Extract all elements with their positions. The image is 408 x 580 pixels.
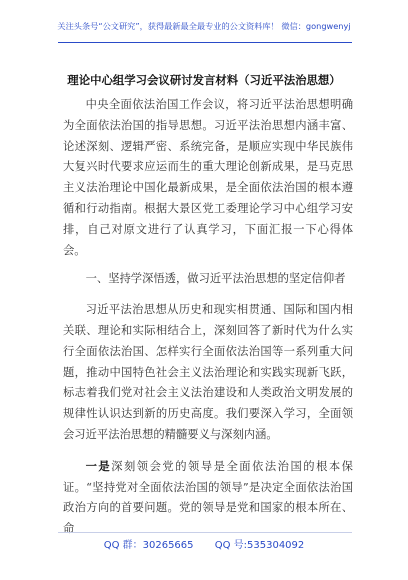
header-divider xyxy=(58,42,352,43)
header-note: 关注头条号“公文研究”，获得最新最全最专业的公文资料库！ 微信：gongwenyj xyxy=(57,21,351,31)
paragraph-point-1 xyxy=(63,456,353,540)
document-title: 理论中心组学习会议研讨发言材料（习近平法治思想） xyxy=(67,73,341,87)
footer-divider xyxy=(58,532,352,533)
point-lead: 一是 xyxy=(85,458,112,473)
point-text: 深刻领会党的领导是全面依法治国的根本保证。“坚持党对全面依法治国的领导”是决定全面依法治国政治方向的首要问题。党的领导是党和国家的根本所在、命 xyxy=(63,459,353,536)
paragraph-intro: 中央全面依法治国工作会议，将习近平法治思想明确为全面依法治国的指导思想。习近平法治思想内涵丰富、论述深刻、逻辑严密、系统完备，是顺应实现中华民族伟大复兴时代要求应运而生的重大理论创新成果，是马克思主义法治理论中国化最新成果，是全面依法治国的根本遵循和行动指南。根据大景区党工委理论学习中心组学习安排，自己对原文进行了认真学习，下面汇报一下心得体会。 xyxy=(63,98,353,257)
footer-qq-group: QQ 群：30265665 xyxy=(103,540,194,551)
footer-qq-number: QQ 号:535304092 xyxy=(214,540,305,551)
document-body xyxy=(63,95,353,540)
paragraph-section-1: 习近平法治思想从历史和现实相贯通、国际和国内相关联、理论和实际相结合上，深刻回答了新时代为什么实行全面依法治国、怎样实行全面依法治国等一系列重大问题，推动中国特色社会主义法治理论和实践实现新飞跃，标志着我们党对社会主义法治建设和人类政治文明发展的规律性认识达到新的历史高度。我们要深入学习，全面领会习近平法治思想的精髓要义与深刻内涵。 xyxy=(63,303,353,441)
footer-contact xyxy=(0,536,408,551)
section-heading-1: 一、坚持学深悟透，做习近平法治思想的坚定信仰者 xyxy=(85,272,346,286)
